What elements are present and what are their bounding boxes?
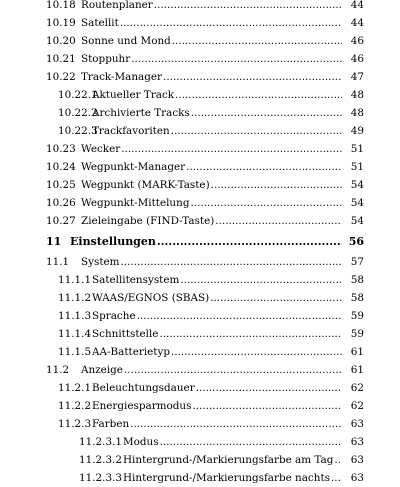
toc-number: 11.2.1 [58, 382, 92, 394]
toc-number: 10.23 [46, 143, 76, 155]
toc-page: 58 [350, 274, 364, 286]
dot-leader [211, 176, 342, 194]
toc-page: 44 [350, 17, 364, 29]
dot-leader [124, 361, 342, 379]
dot-leader [160, 433, 342, 451]
dot-leader [210, 289, 342, 307]
toc-title: Wegpunkt (MARK-Taste) [81, 179, 210, 191]
toc-page: 44 [350, 0, 364, 11]
toc-title: Beleuchtungsdauer [92, 382, 195, 394]
toc-page: 63 [350, 454, 364, 466]
toc-page: 51 [350, 161, 364, 173]
toc-page: 59 [350, 328, 364, 340]
toc-title: Schnittstelle [92, 328, 159, 340]
toc-entry[interactable] [0, 122, 400, 140]
toc-number: 10.22.2 [58, 107, 98, 119]
toc-page: 47 [350, 71, 364, 83]
dot-leader [331, 469, 342, 487]
toc-number: 10.22 [46, 71, 76, 83]
toc-page: 57 [350, 256, 364, 268]
toc-title: Archivierte Tracks [92, 107, 190, 119]
toc-title: Stoppuhr [81, 53, 131, 65]
toc-page: 63 [350, 418, 364, 430]
toc-number: 11.2.2 [58, 400, 92, 412]
toc-entry[interactable] [0, 158, 400, 176]
dot-leader [171, 343, 342, 361]
toc-entry[interactable] [0, 68, 400, 86]
toc-number: 10.25 [46, 179, 76, 191]
toc-entry[interactable] [0, 194, 400, 212]
dot-leader [159, 325, 342, 343]
toc-entry[interactable] [0, 289, 400, 307]
toc-title: Satellitensystem [92, 274, 180, 286]
toc-number: 10.22.1 [58, 89, 98, 101]
toc-entry[interactable] [0, 32, 400, 50]
toc-title: Wecker [81, 143, 121, 155]
toc-page: 51 [350, 143, 364, 155]
toc-entry[interactable] [0, 271, 400, 289]
dot-leader [120, 14, 342, 32]
dot-leader [190, 194, 342, 212]
toc-number: 10.27 [46, 215, 76, 227]
toc-page: 54 [350, 179, 364, 191]
dot-leader [334, 451, 342, 469]
toc-entry[interactable] [0, 451, 400, 469]
toc-title: Satellit [81, 17, 119, 29]
dot-leader [196, 379, 342, 397]
dot-leader [171, 122, 342, 140]
dot-leader [130, 415, 342, 433]
toc-page: 63 [350, 436, 364, 448]
toc-number: 11.2 [46, 364, 70, 376]
toc-entry[interactable] [0, 176, 400, 194]
dot-leader [180, 271, 342, 289]
toc-entry[interactable] [0, 212, 400, 230]
toc-number: 11.1.3 [58, 310, 92, 322]
toc-page: 46 [350, 35, 364, 47]
toc-page: 54 [350, 197, 364, 209]
toc-title: Hintergrund-/Markierungsfarbe am Tag [123, 454, 334, 466]
toc-title: Sonne und Mond [81, 35, 171, 47]
toc-title: Hintergrund-/Markierungsfarbe nachts [123, 472, 330, 484]
toc-entry[interactable] [0, 433, 400, 451]
toc-page: 62 [350, 400, 364, 412]
toc-number: 11.1.2 [58, 292, 92, 304]
toc-title: Wegpunkt-Manager [81, 161, 186, 173]
toc-page: 61 [350, 346, 364, 358]
toc-title: Anzeige [81, 364, 123, 376]
toc-entry[interactable] [0, 104, 400, 122]
dot-leader [131, 50, 342, 68]
dot-leader [157, 233, 342, 251]
toc-page: 49 [350, 125, 364, 137]
toc-number: 11.2.3.3 [79, 472, 122, 484]
toc-page: 54 [350, 215, 364, 227]
toc-entry[interactable] [0, 469, 400, 487]
toc-number: 10.26 [46, 197, 76, 209]
toc-title: Energiesparmodus [92, 400, 192, 412]
dot-leader [163, 68, 342, 86]
toc-page: 56 [348, 235, 364, 248]
toc-title: Routenplaner [81, 0, 153, 11]
dot-leader [172, 32, 342, 50]
dot-leader [186, 158, 342, 176]
dot-leader [191, 104, 342, 122]
toc-entry[interactable] [0, 415, 400, 433]
toc-page: 62 [350, 382, 364, 394]
toc-title: Zieleingabe (FIND-Taste) [81, 215, 215, 227]
dot-leader [154, 0, 342, 14]
toc-number: 10.18 [46, 0, 76, 11]
toc-entry[interactable] [0, 361, 400, 379]
toc-page: 48 [350, 107, 364, 119]
toc-title: Wegpunkt-Mittelung [81, 197, 190, 209]
toc-entry[interactable] [0, 0, 400, 14]
dot-leader [137, 307, 342, 325]
toc-entry[interactable] [0, 307, 400, 325]
toc-page: 63 [350, 472, 364, 484]
toc-title: Track-Manager [81, 71, 163, 83]
toc-number: 11.1 [46, 256, 70, 268]
toc-page: 61 [350, 364, 364, 376]
toc-page: 58 [350, 292, 364, 304]
toc-number: 10.22.3 [58, 125, 98, 137]
toc-page: 48 [350, 89, 364, 101]
toc-number: 11.2.3.1 [79, 436, 122, 448]
toc-title: AA-Batterietyp [92, 346, 170, 358]
toc-title: Trackfavoriten [92, 125, 170, 137]
toc-title: Sprache [92, 310, 136, 322]
toc-page: 59 [350, 310, 364, 322]
toc-entry[interactable] [0, 14, 400, 32]
toc-number: 11.1.4 [58, 328, 92, 340]
toc-number: 10.21 [46, 53, 76, 65]
toc-number: 11.2.3.2 [79, 454, 122, 466]
toc-entry[interactable] [0, 379, 400, 397]
toc-page: 46 [350, 53, 364, 65]
toc-chapter-entry[interactable] [0, 233, 400, 251]
toc-title: System [81, 256, 120, 268]
toc-entry[interactable] [0, 86, 400, 104]
toc-number: 11 [46, 235, 62, 248]
toc-entry[interactable] [0, 50, 400, 68]
toc-entry[interactable] [0, 140, 400, 158]
toc-entry[interactable] [0, 325, 400, 343]
toc-number: 10.24 [46, 161, 76, 173]
toc-title: Einstellungen [70, 235, 156, 248]
toc-title: WAAS/EGNOS (SBAS) [92, 292, 210, 304]
toc-entry[interactable] [0, 253, 400, 271]
toc-number: 10.20 [46, 35, 76, 47]
toc-number: 11.2.3 [58, 418, 92, 430]
dot-leader [121, 253, 343, 271]
toc-number: 11.1.1 [58, 274, 92, 286]
toc-title: Farben [92, 418, 130, 430]
toc-title: Aktueller Track [92, 89, 175, 101]
dot-leader [215, 212, 342, 230]
dot-leader [121, 140, 342, 158]
toc-number: 10.19 [46, 17, 76, 29]
toc-number: 11.1.5 [58, 346, 92, 358]
toc-title: Modus [123, 436, 159, 448]
dot-leader [175, 86, 342, 104]
toc-entry[interactable] [0, 343, 400, 361]
